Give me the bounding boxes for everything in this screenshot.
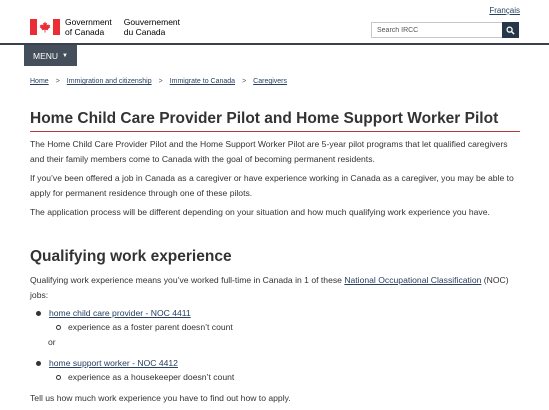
menu-label: MENU xyxy=(33,50,59,61)
search-icon xyxy=(506,26,515,35)
circle-bullet-icon xyxy=(56,375,61,380)
bullet-icon xyxy=(36,361,41,366)
menu-band xyxy=(0,43,549,45)
maple-leaf-icon xyxy=(39,21,51,33)
list-item-note xyxy=(30,372,234,382)
qualifying-intro-text: Qualifying work experience means you’ve worked full-time in Canada in 1 of these xyxy=(30,275,345,285)
eligibility-paragraph: If you’ve been offered a job in Canada as a caregiver or have experience working in Canada as a caregiver, you may be able to apply for permanent residence through one of these pilots. xyxy=(30,173,514,198)
bullet-icon xyxy=(36,311,41,316)
breadcrumb-separator-icon: > xyxy=(55,78,60,85)
qualifying-intro xyxy=(30,273,520,302)
circle-bullet-icon xyxy=(56,325,61,330)
chevron-down-icon: ▼ xyxy=(62,52,68,59)
breadcrumb xyxy=(30,78,287,85)
breadcrumb-home[interactable]: Home xyxy=(30,78,49,85)
breadcrumb-separator-icon: > xyxy=(242,78,247,85)
process-paragraph: The application process will be different depending on your situation and how much qualifying work experience you have. xyxy=(30,207,490,217)
note-text: experience as a foster parent doesn’t count xyxy=(68,322,233,332)
language-toggle-link[interactable]: Français xyxy=(489,6,520,15)
noc-4411-link[interactable]: home child care provider - NOC 4411 xyxy=(49,308,191,318)
intro-paragraph: The Home Child Care Provider Pilot and the Home Support Worker Pilot are 5-year pilot programs that let qualified caregivers and their family members come to Canada with the goal of becoming permanent residents. xyxy=(30,139,508,164)
page-title: Home Child Care Provider Pilot and Home Support Worker Pilot xyxy=(30,109,520,132)
gov-name-fr: Gouvernement du Canada xyxy=(123,17,181,37)
breadcrumb-separator-icon: > xyxy=(158,78,163,85)
section-heading: Qualifying work experience xyxy=(30,248,232,265)
canada-flag-icon xyxy=(30,19,60,35)
breadcrumb-immigration-citizenship[interactable]: Immigration and citizenship xyxy=(66,78,152,85)
qualifying-intro-text-end: (NOC) jobs: xyxy=(30,275,509,300)
search-button[interactable] xyxy=(502,22,519,38)
gov-name-en: Government of Canada xyxy=(65,17,112,37)
note-text: experience as a housekeeper doesn’t count xyxy=(68,372,235,382)
list-item xyxy=(30,308,191,318)
breadcrumb-caregivers[interactable]: Caregivers xyxy=(253,78,288,85)
list-item-note xyxy=(30,322,233,332)
list-item xyxy=(30,358,178,368)
search-form xyxy=(371,22,519,38)
search-input[interactable] xyxy=(371,22,502,38)
government-of-canada-logo[interactable] xyxy=(30,17,192,37)
or-text: or xyxy=(48,337,56,347)
menu-button[interactable] xyxy=(24,45,77,66)
closing-paragraph: Tell us how much work experience you have to find out how to apply. xyxy=(30,393,291,403)
noc-link[interactable]: National Occupational Classification xyxy=(344,275,482,285)
breadcrumb-immigrate-to-canada[interactable]: Immigrate to Canada xyxy=(169,78,236,85)
noc-4412-link[interactable]: home support worker - NOC 4412 xyxy=(49,358,178,368)
